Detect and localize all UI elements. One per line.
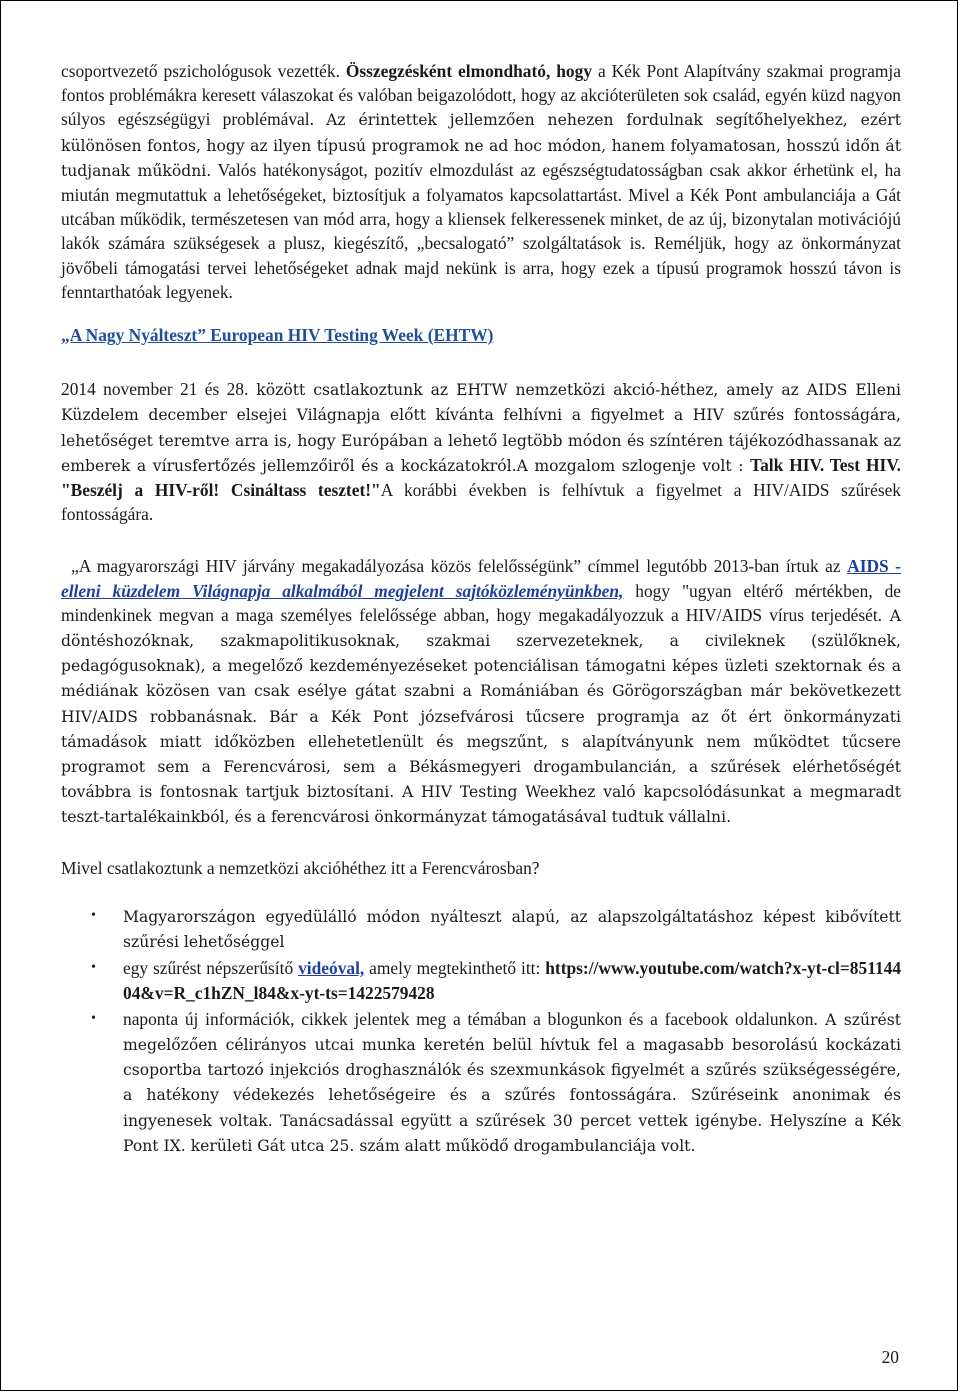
paragraph-summary xyxy=(61,59,901,304)
page-content xyxy=(61,59,901,1160)
summary-text-1: csoportvezető pszichológusok vezették. xyxy=(61,61,346,81)
list-item xyxy=(61,1007,901,1158)
bullet-list xyxy=(61,904,901,1158)
paragraph-press-release xyxy=(61,554,901,829)
summary-text-4: Valós hatékonyságot, pozitív elmozdulást az egészségtudatosságban csak akkor érhetünk el, ha miután megmutattuk a lehetőségeket, biztosítjuk a folyamatos kapcsolattartást. Mivel a Kék Pont ambulanciája a Gát utcában működik, természetesen van mód arra, hogy a kliensek felkeressenek minket, de az új, bizonytalan motivációjú lakók számára szükségesek a plusz, kiegészítő, „becsalogató” szolgáltatások is. xyxy=(61,159,901,254)
press-release-link[interactable]: -elleni küzdelem Világnapja alkalmából megjelent sajtóközleményünkben, xyxy=(61,556,902,601)
bullet-text: naponta új információk, cikkek jelentek meg a témában a blogunkon és a facebook oldalunkon. xyxy=(123,1008,818,1029)
summary-bold: Összegzésként elmondható, hogy xyxy=(345,61,593,81)
list-item xyxy=(61,904,901,954)
bullet-text-2: amely megtekinthető itt: xyxy=(364,958,546,979)
youtube-url[interactable]: https://www.youtube.com/watch?x-yt-cl=85114404&v=R_c1hZN_l84&x-yt-ts=1422579428 xyxy=(123,958,902,1003)
summary-text-2: a Kék Pont Alapítvány szakmai programja fontos problémákra keresett válaszokat és valóban beigazolódott, hogy az akcióterületen sok család, egyén küzd nagyon súlyos egészségügyi problémával. xyxy=(61,61,901,130)
bullet-text: egy szűrést népszerűsítő xyxy=(123,958,299,979)
bullet-icon: • xyxy=(91,1010,96,1026)
page-number: 20 xyxy=(881,1347,899,1367)
aids-link[interactable]: AIDS xyxy=(847,556,889,577)
ehtw-slogan: Talk HIV. Test HIV. "Beszélj a HIV-ről! Csináltass tesztet!" xyxy=(61,454,901,501)
summary-text-5: Reméljük, hogy az önkormányzat jövőbeli támogatási tervei lehetőségeket adnak majd nekünk is arra, hogy ezek a típusú programok hosszú távon is fenntarthatóak legyenek. xyxy=(61,233,901,302)
press-text-3: A döntéshozóknak, szakmapolitikusoknak, szakmai szervezeteknek, a civileknek (szülőknek, pedagógusoknak), a megelőző kezdeményezéseket potenciálisan támogatni képes üzleti szektornak és a médiának közösen van csak esélye gátat szabni a Romániában és Görögországban már bekövetkezett HIV/AIDS robbanásnak. Bár a Kék Pont józsefvárosi tűcsere programja az őt ért önkormányzati támadások miatt időközben ellehetetlenült és megszűnt, s alapítványunk nem működtet tűcsere programot sem a Ferencvárosi, sem a Békásmegyeri drogambulancián, a szűrések elérhetőségét továbbra is fontosnak tartjuk biztosítani. A HIV Testing Weekhez való kapcsolódásunkat a megmaradt teszt-tartalékainkból, és a ferencvárosi önkormányzat támogatásával tudtuk vállalni. xyxy=(61,606,902,827)
ehtw-text: között csatlakoztunk az EHTW nemzetközi akció-héthez, amely az AIDS Elleni Küzdelem december elsejei Világnapja előtt kívánta felhívni a figyelmet a HIV szűrés fontosságára, lehetőséget teremtve arra is, hogy Európában a lehető legtöbb módon és színtéren tájékozódhassanak az emberek a vírusfertőzés jellemzőiről és a kockázatokról.A mozgalom szlogenje volt : xyxy=(61,381,901,475)
video-link[interactable]: videóval, xyxy=(298,958,365,979)
bullet-icon: • xyxy=(91,907,96,923)
question-line: Mivel csatlakoztunk a nemzetközi akcióhéthez itt a Ferencvárosban? xyxy=(61,857,540,878)
section-heading-link[interactable]: „A Nagy Nyálteszt” European HIV Testing Week (EHTW) xyxy=(61,325,494,346)
summary-text-3: Az érintettek jellemzően nehezen fordulnak segítőhelyekhez, ezért különösen fontos, hogy az ilyen típusú programok ne ad hoc módon, hanem folyamatosan, hosszú időn át tudjanak működni. xyxy=(61,111,901,180)
bullet-text: Magyarországon egyedülálló módon nyálteszt alapú, az alapszolgáltatáshoz képest kibővített szűrési lehetőséggel xyxy=(123,907,901,952)
press-text-2: hogy "ugyan eltérő mértékben, de mindenkinek megvan a maga személyes felelőssége abban, hogy megakadályozzuk a HIV/AIDS vírus terjedését. xyxy=(61,580,901,625)
bullet-text-2: A szűrést megelőzően célirányos utcai munka keretén belül hívtuk fel a magasabb besorolású kockázati csoportba tartozó injekciós droghasználók és szexmunkások figyelmét a szűrés szükségességére, a hatékony védekezés lehetőségeire és a szűrés fontosságára. Szűréseink anonimak és ingyenesek voltak. Tanácsadással együtt a szűrések 30 percet vettek igénybe. Helyszíne a Kék Pont IX. kerületi Gát utca 25. szám alatt működő drogambulanciája volt. xyxy=(123,1010,901,1155)
ehtw-text-2: A korábbi években is felhívtuk a figyelmet a HIV/AIDS szűrések fontosságára. xyxy=(61,480,902,525)
ehtw-date: 2014 november 21 és 28. xyxy=(61,379,249,400)
paragraph-ehtw xyxy=(61,377,901,526)
bullet-icon: • xyxy=(91,960,96,976)
list-item xyxy=(61,956,901,1004)
press-text-1: „A magyarországi HIV járvány megakadályozása közös felelősségünk” címmel legutóbb 2013-ban írtuk az xyxy=(71,556,848,577)
